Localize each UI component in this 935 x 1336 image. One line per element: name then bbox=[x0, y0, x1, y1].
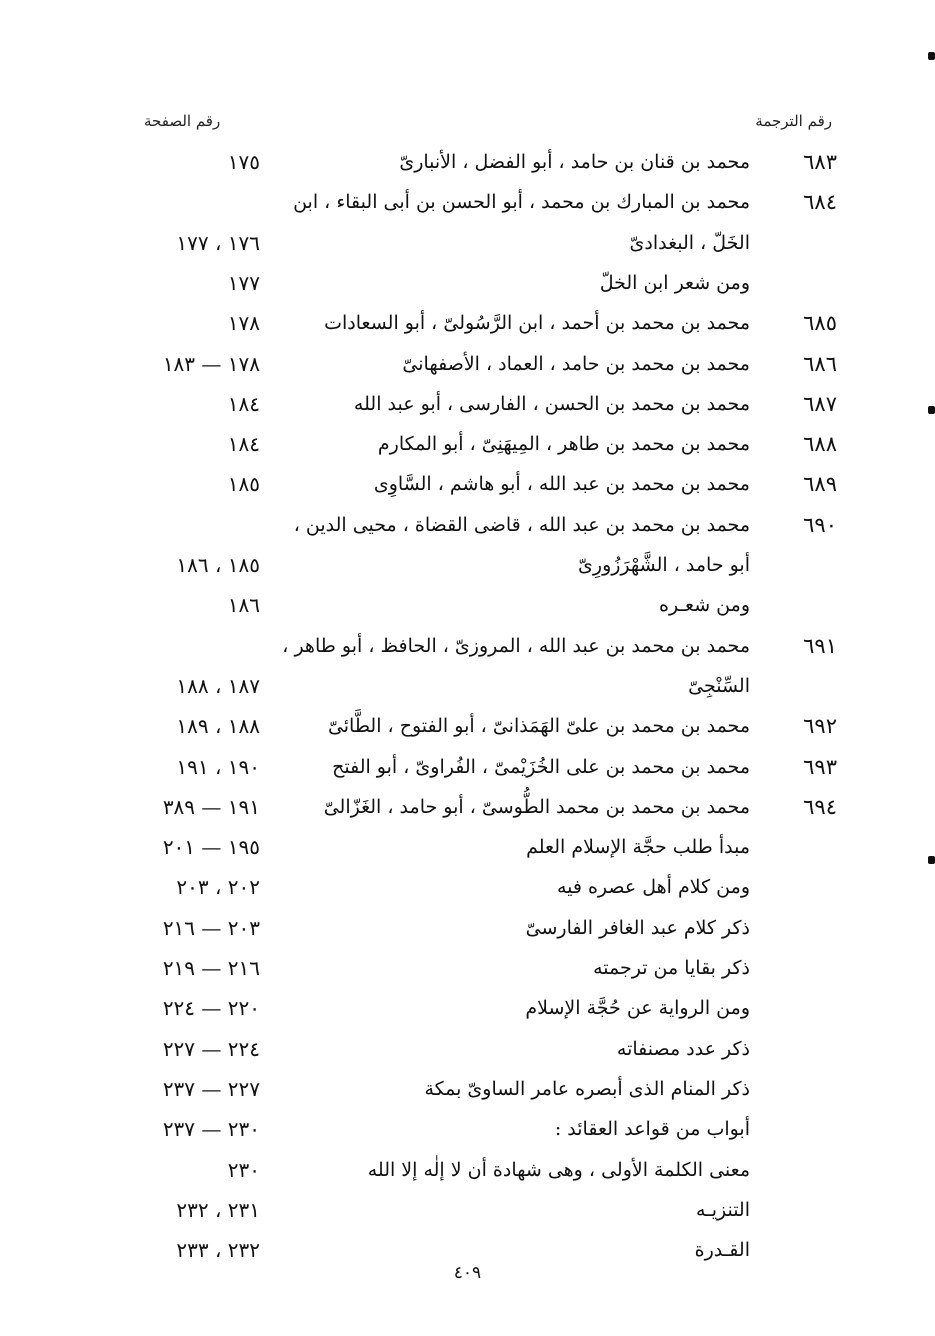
entry-number: ٦٨٧ bbox=[803, 391, 837, 416]
entry-text: ومن الرواية عن حُجَّة الإسلام bbox=[525, 997, 750, 1020]
index-row bbox=[0, 344, 935, 384]
index-row bbox=[0, 1069, 935, 1109]
margin-mark bbox=[928, 406, 935, 414]
index-row bbox=[0, 182, 935, 222]
index-row bbox=[0, 424, 935, 464]
entry-text: أبو حامد ، الشَّهْرَزُورِىّ bbox=[578, 554, 750, 576]
entry-text: محمد بن محمد بن حامد ، العماد ، الأصفهانىّ bbox=[402, 352, 750, 375]
entry-number: ٦٩٢ bbox=[803, 714, 837, 739]
entry-text: ذكر المنام الذى أبصره عامر الساوىّ بمكة bbox=[424, 1077, 750, 1100]
entry-text: ومن شعر ابن الخلّ bbox=[599, 271, 750, 294]
entry-pages: ١٩٥ — ٢٠١ bbox=[162, 835, 260, 860]
entry-text: محمد بن محمد بن أحمد ، ابن الرَّسُولىّ ، أبو السعادات bbox=[324, 312, 750, 335]
index-row bbox=[0, 505, 935, 545]
entry-pages: ١٨٥ ، ١٨٦ bbox=[176, 553, 260, 577]
entry-number: ٦٨٩ bbox=[803, 472, 837, 497]
entry-text: محمد بن محمد بن عبد الله ، قاضى القضاة ، محيى الدين ، bbox=[293, 513, 750, 536]
entry-text: ومن كلام أهل عصره فيه bbox=[556, 876, 750, 899]
index-row bbox=[0, 1029, 935, 1069]
entry-text: ومن شعـره bbox=[659, 594, 750, 617]
entry-pages: ٢٣٠ — ٢٣٧ bbox=[162, 1117, 260, 1142]
entry-text: محمد بن محمد بن علىّ الهَمَذانىّ ، أبو الفتوح ، الطَّائىّ bbox=[327, 715, 750, 738]
margin-mark bbox=[928, 52, 935, 60]
index-row bbox=[0, 988, 935, 1028]
entry-number: ٦٩٠ bbox=[803, 512, 837, 537]
entry-number: ٦٨٦ bbox=[803, 351, 837, 376]
entry-pages: ١٨٨ ، ١٨٩ bbox=[176, 714, 260, 739]
page-number: ٤٠٩ bbox=[453, 1263, 482, 1283]
entry-number: ٦٨٥ bbox=[803, 311, 837, 336]
index-row bbox=[0, 787, 935, 827]
index-row bbox=[0, 142, 935, 182]
entry-pages: ٢١٦ — ٢١٩ bbox=[162, 956, 260, 980]
entry-pages: ١٧٧ bbox=[227, 270, 260, 295]
entry-text: محمد بن محمد بن عبد الله ، المروزىّ ، الحافظ ، أبو طاهر ، bbox=[282, 634, 750, 657]
entry-pages: ١٨٧ ، ١٨٨ bbox=[176, 673, 260, 698]
entry-text: محمد بن محمد بن الحسن ، الفارسى ، أبو عبد الله bbox=[353, 392, 750, 415]
entry-number-column-header: رقم الترجمة bbox=[755, 112, 832, 130]
index-row bbox=[0, 464, 935, 504]
entry-pages: ١٩٠ ، ١٩١ bbox=[176, 754, 260, 779]
entry-number: ٦٨٣ bbox=[803, 150, 837, 174]
entry-text: ذكر كلام عبد الغافر الفارسىّ bbox=[525, 916, 750, 939]
entry-pages: ٢٢٠ — ٢٢٤ bbox=[162, 996, 260, 1021]
entry-pages: ١٨٤ bbox=[227, 432, 260, 457]
entry-pages: ٢٢٤ — ٢٢٧ bbox=[162, 1036, 260, 1061]
entry-text: محمد بن محمد بن على الخُزَيْمىّ ، الفُراوىّ ، أبو الفتح bbox=[332, 755, 750, 778]
entry-text: محمد بن المبارك بن محمد ، أبو الحسن بن أبى البقاء ، ابن bbox=[293, 191, 750, 214]
entry-number: ٦٨٤ bbox=[803, 190, 837, 215]
page-number-column-header: رقم الصفحة bbox=[144, 112, 221, 130]
entry-text: القـدرة bbox=[694, 1239, 750, 1262]
entry-number: ٦٩١ bbox=[803, 633, 837, 658]
entry-text: التنزيـه bbox=[695, 1198, 750, 1221]
index-row bbox=[0, 706, 935, 746]
entry-text: معنى الكلمة الأولى ، وهى شهادة أن لا إلٰه إلا الله bbox=[367, 1158, 750, 1181]
index-row bbox=[0, 585, 935, 625]
entry-text: محمد بن محمد بن عبد الله ، أبو هاشم ، السَّاوِى bbox=[373, 473, 750, 496]
index-row bbox=[0, 867, 935, 907]
index-row bbox=[0, 1109, 935, 1149]
entry-pages: ٢٠٢ ، ٢٠٣ bbox=[176, 875, 260, 900]
entry-pages: ١٩١ — ٣٨٩ bbox=[162, 794, 260, 819]
index-row bbox=[0, 1190, 935, 1230]
entry-pages: ١٨٤ bbox=[227, 391, 260, 416]
index-row bbox=[0, 545, 935, 585]
entry-pages: ٢٢٧ — ٢٣٧ bbox=[162, 1076, 260, 1101]
entry-pages: ١٧٨ bbox=[227, 311, 260, 336]
entry-pages: ١٨٦ bbox=[227, 593, 260, 618]
entry-pages: ٢٣١ ، ٢٣٢ bbox=[176, 1197, 260, 1222]
entry-pages: ٢٠٣ — ٢١٦ bbox=[162, 915, 260, 940]
entry-pages: ٢٣٢ ، ٢٣٣ bbox=[176, 1238, 260, 1263]
entry-number: ٦٩٣ bbox=[803, 754, 837, 779]
entry-text: مبدأ طلب حجَّة الإسلام العلم bbox=[526, 836, 750, 859]
index-row bbox=[0, 747, 935, 787]
entry-pages: ١٧٨ — ١٨٣ bbox=[162, 351, 260, 376]
entry-text: ذكر بقايا من ترجمته bbox=[593, 957, 750, 979]
entry-text: ذكر عدد مصنفاته bbox=[616, 1037, 750, 1060]
entry-pages: ١٧٦ ، ١٧٧ bbox=[176, 230, 260, 255]
index-row bbox=[0, 384, 935, 424]
entry-text: محمد بن قنان بن حامد ، أبو الفضل ، الأنبارىّ bbox=[399, 151, 750, 173]
index-row bbox=[0, 1150, 935, 1190]
entry-number: ٦٩٤ bbox=[803, 794, 837, 819]
entry-pages: ١٨٥ bbox=[227, 472, 260, 497]
index-row bbox=[0, 908, 935, 948]
index-row bbox=[0, 626, 935, 666]
entry-pages: ١٧٥ bbox=[227, 150, 260, 174]
entry-pages: ٢٣٠ bbox=[227, 1157, 260, 1182]
entry-text: الخَلّ ، البغدادىّ bbox=[629, 231, 750, 254]
index-row bbox=[0, 666, 935, 706]
index-row bbox=[0, 827, 935, 867]
entry-text: أبواب من قواعد العقائد : bbox=[554, 1118, 750, 1141]
entry-number: ٦٨٨ bbox=[803, 432, 837, 457]
margin-mark bbox=[928, 856, 935, 864]
index-row bbox=[0, 303, 935, 343]
entry-text: محمد بن محمد بن محمد الطُّوسىّ ، أبو حامد ، الغَزّالىّ bbox=[323, 795, 750, 818]
index-row bbox=[0, 263, 935, 303]
index-row bbox=[0, 948, 935, 988]
index-row bbox=[0, 223, 935, 263]
entry-text: محمد بن محمد بن طاهر ، المِيهَنِىّ ، أبو المكارم bbox=[377, 433, 750, 456]
entry-text: السِّنْجِىّ bbox=[688, 674, 750, 697]
